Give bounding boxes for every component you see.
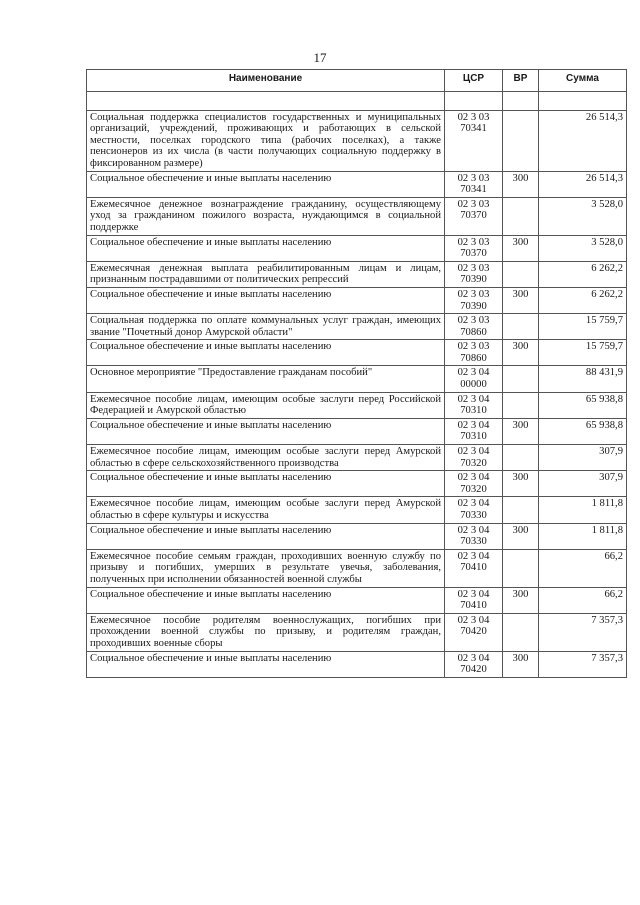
csr-direction-code: 70390 — [460, 300, 487, 312]
csr-direction-code: 70370 — [460, 210, 487, 222]
cell-vr — [503, 366, 539, 392]
csr-program-code: 02 3 04 — [457, 419, 490, 431]
csr-direction-code: 70390 — [460, 274, 487, 286]
cell-csr — [445, 314, 503, 340]
cell-vr: 300 — [503, 287, 539, 313]
csr-direction-code: 70420 — [460, 626, 487, 638]
table-row — [87, 171, 627, 197]
csr-program-code: 02 3 04 — [457, 498, 490, 510]
cell-name: Ежемесячное пособие лицам, имеющим особые заслуги перед Амурской областью в сфере культуры и искусства — [87, 497, 445, 523]
cell-sum: 66,2 — [539, 587, 627, 613]
csr-direction-code: 70420 — [460, 664, 487, 676]
cell-csr — [445, 261, 503, 287]
csr-direction-code: 70310 — [460, 405, 487, 417]
csr-direction-code: 70341 — [460, 123, 487, 135]
csr-direction-code: 70320 — [460, 483, 487, 495]
csr-program-code: 02 3 03 — [457, 315, 490, 327]
cell-vr: 300 — [503, 523, 539, 549]
csr-direction-code: 00000 — [460, 379, 487, 391]
cell-sum: 7 357,3 — [539, 613, 627, 651]
cell-sum: 6 262,2 — [539, 287, 627, 313]
csr-direction-code: 70410 — [460, 562, 487, 574]
header-vr: ВР — [503, 70, 539, 92]
csr-direction-code: 70320 — [460, 457, 487, 469]
csr-direction-code: 70310 — [460, 431, 487, 443]
cell-sum: 66,2 — [539, 549, 627, 587]
csr-program-code: 02 3 04 — [457, 367, 490, 379]
csr-direction-code: 70860 — [460, 352, 487, 364]
csr-direction-code: 70410 — [460, 600, 487, 612]
table-spacer-row — [87, 91, 627, 110]
cell-sum: 6 262,2 — [539, 261, 627, 287]
cell-sum: 307,9 — [539, 445, 627, 471]
cell-name: Основное мероприятие "Предоставление гражданам пособий" — [87, 366, 445, 392]
csr-program-code: 02 3 03 — [457, 198, 490, 210]
header-sum: Сумма — [539, 70, 627, 92]
csr-direction-code: 70370 — [460, 248, 487, 260]
table-row — [87, 235, 627, 261]
csr-direction-code: 70341 — [460, 184, 487, 196]
cell-vr — [503, 197, 539, 235]
budget-table — [86, 69, 627, 678]
cell-name: Ежемесячное пособие лицам, имеющим особые заслуги перед Российской Федерацией и Амурской областью — [87, 392, 445, 418]
cell-csr — [445, 418, 503, 444]
cell-vr: 300 — [503, 235, 539, 261]
cell-sum: 15 759,7 — [539, 314, 627, 340]
table-row — [87, 314, 627, 340]
csr-program-code: 02 3 03 — [457, 288, 490, 300]
csr-program-code: 02 3 04 — [457, 588, 490, 600]
table-row — [87, 366, 627, 392]
cell-csr — [445, 471, 503, 497]
cell-name: Социальная поддержка по оплате коммунальных услуг граждан, имеющих звание "Почетный донор Амурской области" — [87, 314, 445, 340]
cell-csr — [445, 613, 503, 651]
cell-name: Социальное обеспечение и иные выплаты населению — [87, 340, 445, 366]
table-header-row — [87, 70, 627, 92]
cell-sum: 7 357,3 — [539, 651, 627, 677]
cell-name: Социальное обеспечение и иные выплаты населению — [87, 471, 445, 497]
cell-sum: 88 431,9 — [539, 366, 627, 392]
cell-sum: 15 759,7 — [539, 340, 627, 366]
csr-program-code: 02 3 04 — [457, 446, 490, 458]
cell-csr — [445, 497, 503, 523]
csr-program-code: 02 3 04 — [457, 550, 490, 562]
cell-csr — [445, 392, 503, 418]
csr-program-code: 02 3 04 — [457, 472, 490, 484]
header-name: Наименование — [87, 70, 445, 92]
csr-direction-code: 70330 — [460, 510, 487, 521]
cell-csr — [445, 110, 503, 171]
table-row — [87, 287, 627, 313]
cell-sum: 65 938,8 — [539, 418, 627, 444]
cell-name: Социальное обеспечение и иные выплаты населению — [87, 287, 445, 313]
cell-csr — [445, 235, 503, 261]
cell-csr — [445, 523, 503, 549]
cell-vr: 300 — [503, 171, 539, 197]
csr-program-code: 02 3 04 — [457, 393, 490, 405]
cell-sum: 3 528,0 — [539, 197, 627, 235]
csr-program-code: 02 3 04 — [457, 614, 490, 626]
cell-csr — [445, 549, 503, 587]
cell-vr: 300 — [503, 471, 539, 497]
csr-program-code: 02 3 03 — [457, 172, 490, 184]
cell-vr — [503, 261, 539, 287]
csr-program-code: 02 3 03 — [457, 111, 490, 123]
table-row — [87, 418, 627, 444]
csr-direction-code: 70330 — [460, 536, 487, 548]
cell-csr — [445, 197, 503, 235]
cell-name: Ежемесячное пособие семьям граждан, проходивших военную службу по призыву и погибших, умерших в результате увечья, заболевания, полученных при исполнении обязанностей военной службы — [87, 549, 445, 587]
cell-vr — [503, 392, 539, 418]
cell-vr — [503, 314, 539, 340]
cell-vr — [503, 549, 539, 587]
cell-sum: 26 514,3 — [539, 171, 627, 197]
cell-sum: 3 528,0 — [539, 235, 627, 261]
cell-vr: 300 — [503, 340, 539, 366]
csr-program-code: 02 3 04 — [457, 524, 490, 536]
cell-name: Социальное обеспечение и иные выплаты населению — [87, 171, 445, 197]
table-row — [87, 110, 627, 171]
cell-vr — [503, 445, 539, 471]
cell-csr — [445, 366, 503, 392]
cell-sum: 26 514,3 — [539, 110, 627, 171]
cell-csr — [445, 651, 503, 677]
table-row — [87, 392, 627, 418]
cell-name: Социальное обеспечение и иные выплаты населению — [87, 418, 445, 444]
cell-name: Ежемесячное пособие родителям военнослужащих, погибших при прохождении военной службы по призыву, и родителям граждан, проходивших военные сборы — [87, 613, 445, 651]
csr-direction-code: 70860 — [460, 326, 487, 338]
cell-name: Социальное обеспечение и иные выплаты населению — [87, 523, 445, 549]
cell-sum: 1 811,8 — [539, 497, 627, 523]
table-body — [87, 91, 627, 677]
header-csr: ЦСР — [445, 70, 503, 92]
csr-program-code: 02 3 03 — [457, 341, 490, 353]
table-row — [87, 261, 627, 287]
cell-sum: 65 938,8 — [539, 392, 627, 418]
cell-csr — [445, 587, 503, 613]
cell-name: Социальное обеспечение и иные выплаты населению — [87, 235, 445, 261]
cell-csr — [445, 445, 503, 471]
cell-csr — [445, 287, 503, 313]
table-row — [87, 340, 627, 366]
table-row — [87, 497, 627, 523]
cell-name: Социальное обеспечение и иные выплаты населению — [87, 587, 445, 613]
table-row — [87, 549, 627, 587]
cell-vr: 300 — [503, 418, 539, 444]
page-number: 17 — [313, 50, 327, 65]
cell-csr — [445, 171, 503, 197]
table-row — [87, 613, 627, 651]
cell-name: Социальное обеспечение и иные выплаты населению — [87, 651, 445, 677]
table-row — [87, 523, 627, 549]
table-row — [87, 587, 627, 613]
csr-program-code: 02 3 03 — [457, 236, 490, 248]
cell-vr: 300 — [503, 587, 539, 613]
cell-name: Ежемесячная денежная выплата реабилитированным лицам и лицам, признанным пострадавшими от политических репрессий — [87, 261, 445, 287]
csr-program-code: 02 3 04 — [457, 652, 490, 664]
cell-vr — [503, 497, 539, 523]
cell-name: Ежемесячное денежное вознаграждение гражданину, осуществляющему уход за гражданином пожилого возраста, нуждающимся в социальной поддержке — [87, 197, 445, 235]
cell-csr — [445, 340, 503, 366]
table-row — [87, 651, 627, 677]
table-row — [87, 445, 627, 471]
table-row — [87, 197, 627, 235]
table-row — [87, 471, 627, 497]
cell-vr — [503, 613, 539, 651]
cell-sum: 307,9 — [539, 471, 627, 497]
cell-vr — [503, 110, 539, 171]
csr-program-code: 02 3 03 — [457, 262, 490, 274]
cell-sum: 1 811,8 — [539, 523, 627, 549]
cell-vr: 300 — [503, 651, 539, 677]
cell-name: Социальная поддержка специалистов государственных и муниципальных организаций, учреждений, проживающих и работающих в сельской местности, поселках городского типа (рабочих поселках), а также пенсионеров из их числа (в части получающих социальную поддержку в фиксированном размере) — [87, 110, 445, 171]
cell-name: Ежемесячное пособие лицам, имеющим особые заслуги перед Амурской областью в сфере сельскохозяйственного производства — [87, 445, 445, 471]
